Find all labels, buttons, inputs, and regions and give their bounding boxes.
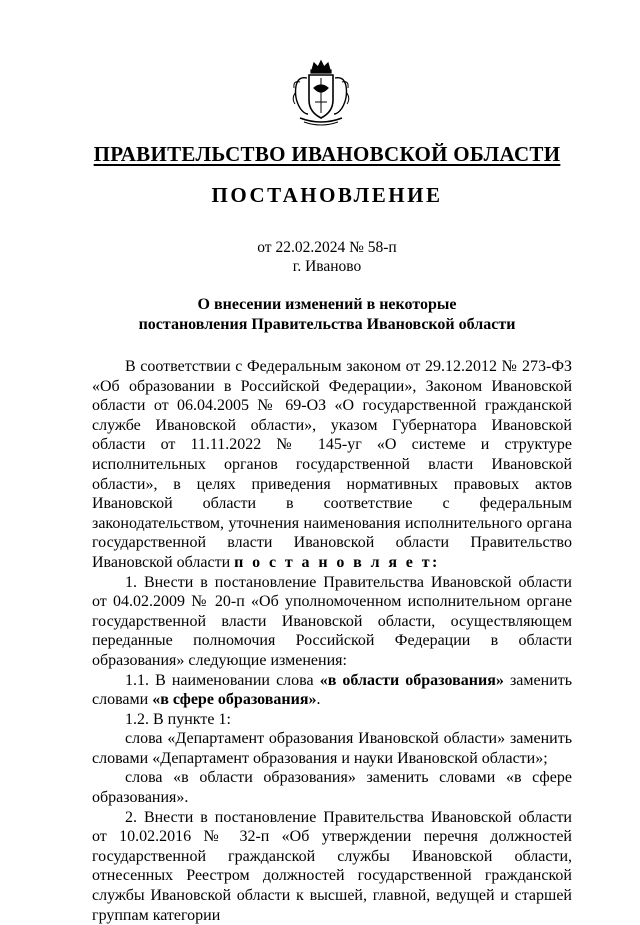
document-city: г. Иваново [292, 258, 362, 275]
resolves-word: п о с т а н о в л я е т: [234, 553, 440, 571]
paragraph-item-2: 2. Внести в постановление Правительства Ивановской области от 10.02.2016 № 32-п «Об утверждении перечня должностей государственной гражданской службы Ивановской области, отнесенных Реестром должностей государственной гражданской службы Ивановской области к высшей, главной, ведущей и старшей группам категории [92, 808, 572, 924]
item-1-1-old-phrase: «в области образования» [319, 671, 504, 689]
document-subject [92, 295, 562, 335]
item-1-1-text-mid: заменить словами [92, 671, 573, 709]
document-body [92, 357, 572, 925]
paragraph-item-1-2-b: слова «в области образования» заменить словами «в сфере образования». [92, 769, 572, 807]
paragraph-item-1-1 [92, 671, 572, 710]
preamble-text: В соответствии с Федеральным законом от 29.12.2012 № 273-ФЗ «Об образовании в Российской Федерации», Законом Ивановской области от 06.04.2005 № 69-ОЗ «О государственной гражданской службе Ивановской области», указом Губернатора Ивановской области от 11.11.2022 № 145-уг «О системе и структуре исполнительных органов государственной власти Ивановской области», в целях приведения нормативных правовых актов Ивановской области в соответствие с федеральным законодательством, уточнения наименования исполнительного органа государственной власти Ивановской области Правительство Ивановской области [92, 358, 572, 571]
subject-line-1: О внесении изменений в некоторые [197, 296, 457, 313]
document-type-title: ПОСТАНОВЛЕНИЕ [211, 183, 443, 207]
document-date-number: от 22.02.2024 № 58-п [257, 239, 397, 256]
subject-line-2: постановления Правительства Ивановской области [138, 316, 516, 333]
item-1-1-text-end: . [316, 691, 321, 709]
government-title: ПРАВИТЕЛЬСТВО ИВАНОВСКОЙ ОБЛАСТИ [93, 142, 561, 166]
paragraph-item-1: 1. Внести в постановление Правительства Ивановской области от 04.02.2009 № 20-п «Об уполномоченном исполнительном органе государственной власти Ивановской области, осуществляющем переданные полномочия Российской Федерации в области образования» следующие изменения: [92, 573, 572, 669]
coat-of-arms-emblem [288, 58, 354, 126]
paragraph-item-1-2-a: слова «Департамент образования Ивановской области» заменить словами «Департамент образования и науки Ивановской области»; [92, 730, 572, 767]
item-1-1-new-phrase: «в сфере образования» [152, 691, 317, 709]
item-1-1-text-start: 1.1. В наименовании слова [125, 671, 320, 689]
paragraph-item-1-2: 1.2. В пункте 1: [125, 710, 231, 728]
paragraph-preamble [92, 357, 572, 573]
